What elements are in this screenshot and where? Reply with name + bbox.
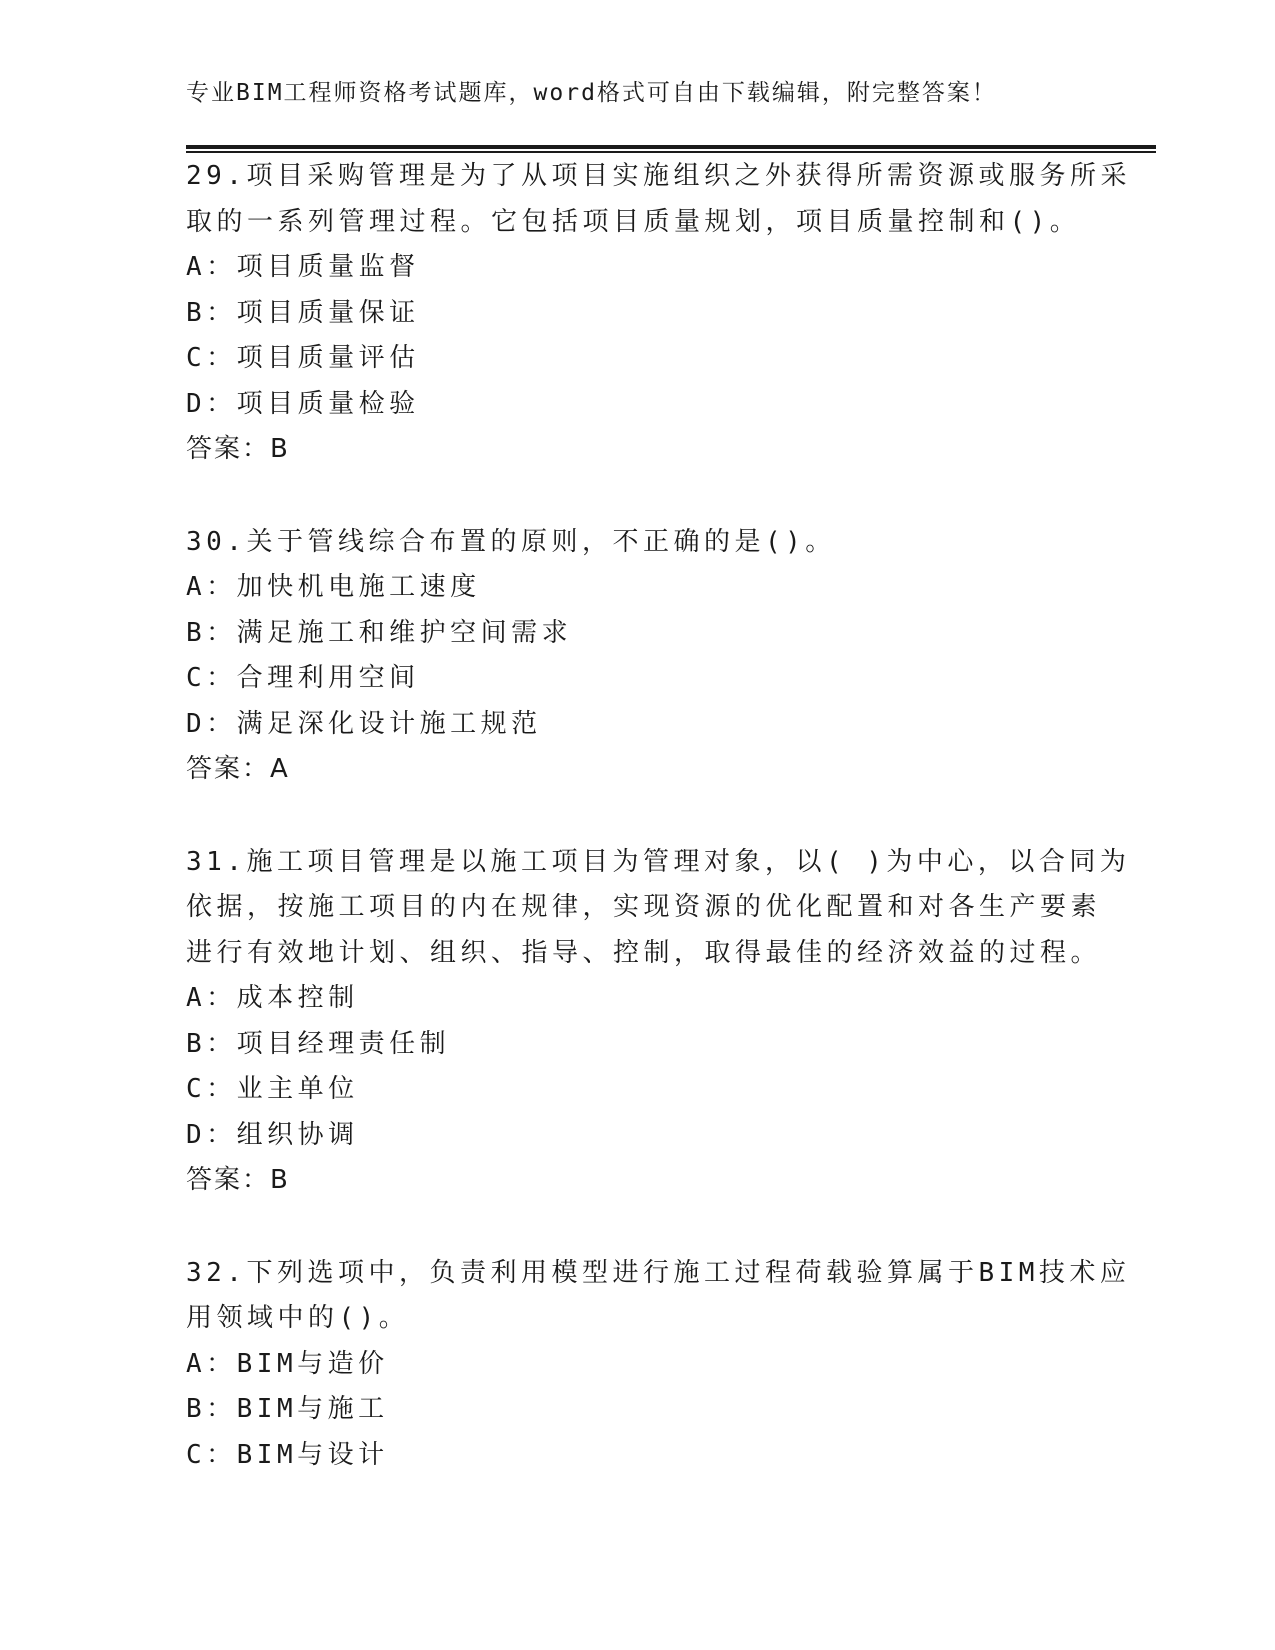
- header-rule-thin: [186, 151, 1156, 153]
- question-stem-line: 进行有效地计划、组织、指导、控制，取得最佳的经济效益的过程。: [186, 937, 1102, 968]
- option-c: C：业主单位: [186, 1074, 359, 1104]
- question-stem-line: 取的一系列管理过程。它包括项目质量规划，项目质量控制和()。: [186, 206, 1081, 237]
- question-list: [186, 154, 1131, 1525]
- option-b: B：项目质量保证: [186, 297, 420, 328]
- question-stem-line: 31.施工项目管理是以施工项目为管理对象，以( )为中心，以合同为: [186, 846, 1131, 877]
- question-29: [186, 154, 1131, 473]
- question-31: [186, 840, 1131, 1204]
- answer-label: 答案：B: [186, 434, 290, 464]
- option-d: D：组织协调: [186, 1119, 359, 1150]
- question-stem-line: 32.下列选项中，负责利用模型进行施工过程荷载验算属于BIM技术应: [186, 1257, 1131, 1288]
- page-header: 专业BIM工程师资格考试题库，word格式可自由下载编辑，附完整答案！: [186, 80, 997, 106]
- option-a: A：项目质量监督: [186, 252, 420, 282]
- option-b: B：项目经理责任制: [186, 1028, 451, 1059]
- option-c: C：BIM与设计: [186, 1439, 389, 1470]
- answer-label: 答案：B: [186, 1165, 290, 1195]
- question-stem-line: 30.关于管线综合布置的原则，不正确的是()。: [186, 526, 836, 557]
- option-a: A：加快机电施工速度: [186, 572, 481, 602]
- option-c: C：合理利用空间: [186, 663, 420, 693]
- option-c: C：项目质量评估: [186, 343, 420, 373]
- option-b: B：满足施工和维护空间需求: [186, 617, 573, 648]
- question-stem-line: 依据，按施工项目的内在规律，实现资源的优化配置和对各生产要素: [186, 892, 1102, 922]
- question-32: [186, 1251, 1131, 1479]
- header-rule-thick: [186, 145, 1156, 149]
- question-stem-line: 29.项目采购管理是为了从项目实施组织之外获得所需资源或服务所采: [186, 161, 1131, 191]
- option-d: D：项目质量检验: [186, 388, 420, 419]
- answer-label: 答案：A: [186, 754, 290, 784]
- option-d: D：满足深化设计施工规范: [186, 708, 542, 739]
- question-stem-line: 用领域中的()。: [186, 1303, 410, 1333]
- option-b: B：BIM与施工: [186, 1394, 389, 1424]
- question-30: [186, 520, 1086, 793]
- option-a: A：BIM与造价: [186, 1348, 389, 1379]
- option-a: A：成本控制: [186, 983, 359, 1013]
